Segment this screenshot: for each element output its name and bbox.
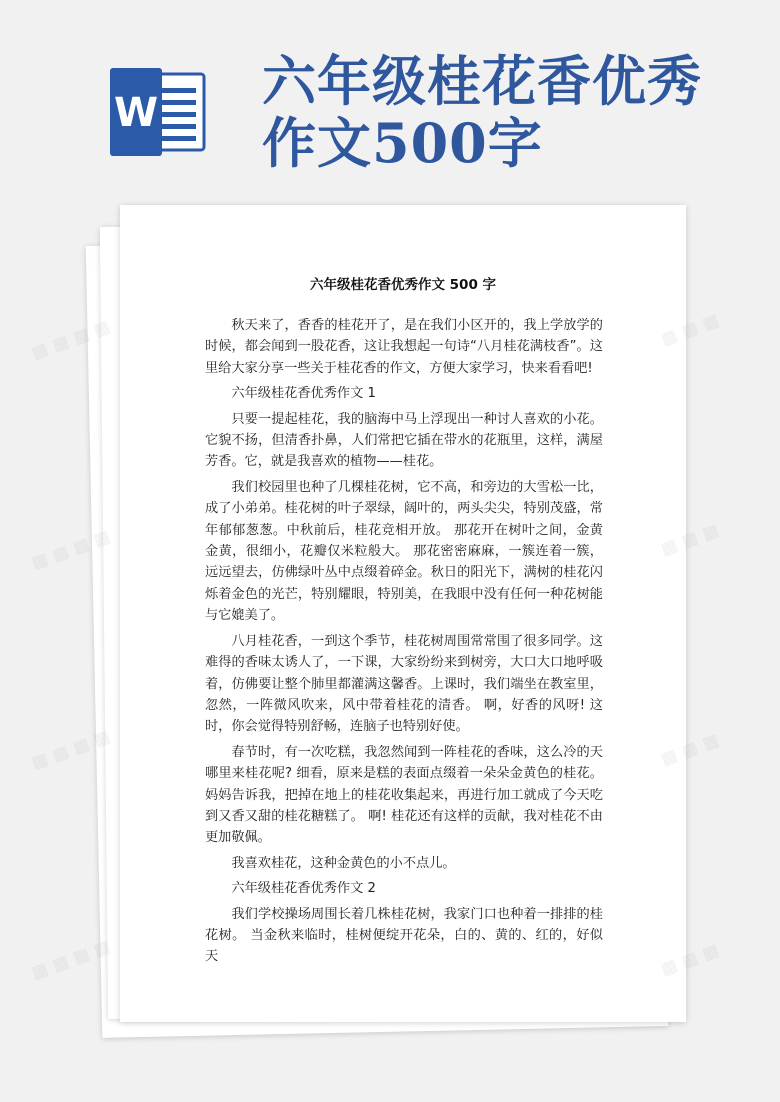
watermark-mark: ▦ ▦ ▦ xyxy=(658,520,722,560)
watermark-mark: ▦ ▦ ▦ ▦ xyxy=(29,936,113,984)
paragraph: 春节时，有一次吃糕，我忽然闻到一阵桂花的香味，这么冷的天哪里来桂花呢? 细看，原来是糕的表面点缀着一朵朵金黄色的桂花。妈妈告诉我，把掉在地上的桂花收集起来，再进行加工就成了今天吃到又香又甜的桂花糖糕了。 啊! 桂花还有这样的贡献，我对桂花不由更加敬佩。 xyxy=(205,744,603,846)
paragraph: 我们学校操场周围长着几株桂花树，我家门口也种着一排排的桂花树。 当金秋来临时，桂树便绽开花朵，白的、黄的、红的，好似天 xyxy=(205,906,603,965)
paragraph: 我们校园里也种了几棵桂花树，它不高，和旁边的大雪松一比，成了小弟弟。桂花树的叶子翠绿，阔叶的，两头尖尖，特别茂盛，常年郁郁葱葱。中秋前后，桂花竞相开放。 那花开在树叶之间，金黄金黄，很细小，花瓣仅米粒般大。 那花密密麻麻，一簇连着一簇，远远望去，仿佛绿叶丛中点缀着碎金。秋日的阳光下，满树的桂花闪烁着金色的光芒，特别耀眼，特别美，在我眼中没有任何一种花树能与它媲美了。 xyxy=(205,479,603,624)
logo-letter: W xyxy=(113,90,159,136)
section-heading: 六年级桂花香优秀作文 1 xyxy=(231,386,376,402)
paragraph: 八月桂花香，一到这个季节，桂花树周围常常围了很多同学。这难得的香味太诱人了，一下课，大家纷纷来到树旁，大口大口地呼吸着，仿佛要让整个肺里都灌满这馨香。上课时，我们端坐在教室里，忽然，一阵微风吹来，风中带着桂花的清香。 啊，好香的风呀! 这时，你会觉得特别舒畅，连脑子也特别好使。 xyxy=(205,633,603,735)
paragraph: 只要一提起桂花，我的脑海中马上浮现出一种讨人喜欢的小花。它貌不扬，但清香扑鼻，人们常把它插在带水的花瓶里，这样，满屋芳香。它，就是我喜欢的植物——桂花。 xyxy=(205,411,603,470)
section-heading: 六年级桂花香优秀作文 2 xyxy=(231,881,376,897)
watermark-mark: ▦ ▦ ▦ ▦ xyxy=(29,526,113,574)
watermark-mark: ▦ ▦ ▦ xyxy=(658,310,722,350)
page-title-line2: 作文500字 xyxy=(262,111,543,175)
watermark-mark: ▦ ▦ ▦ ▦ xyxy=(29,316,113,364)
page-title-line1: 六年级桂花香优秀 xyxy=(262,49,702,113)
watermark-mark: ▦ ▦ ▦ xyxy=(658,730,722,770)
document-page xyxy=(120,205,686,1022)
document-body xyxy=(205,315,603,972)
watermark-mark: ▦ ▦ ▦ ▦ xyxy=(29,726,113,774)
watermark-mark: ▦ ▦ ▦ xyxy=(658,940,722,980)
paragraph: 我喜欢桂花，这种金黄色的小不点儿。 xyxy=(231,855,456,871)
document-title: 六年级桂花香优秀作文 500 字 xyxy=(309,277,497,293)
page-title xyxy=(262,50,762,174)
word-logo-icon xyxy=(108,68,208,156)
paragraph: 秋天来了，香香的桂花开了，是在我们小区开的，我上学放学的时候，都会闻到一股花香，这让我想起一句诗“八月桂花满枝香”。这里给大家分享一些关于桂花香的作文，方便大家学习，快来看看吧! xyxy=(205,318,603,376)
